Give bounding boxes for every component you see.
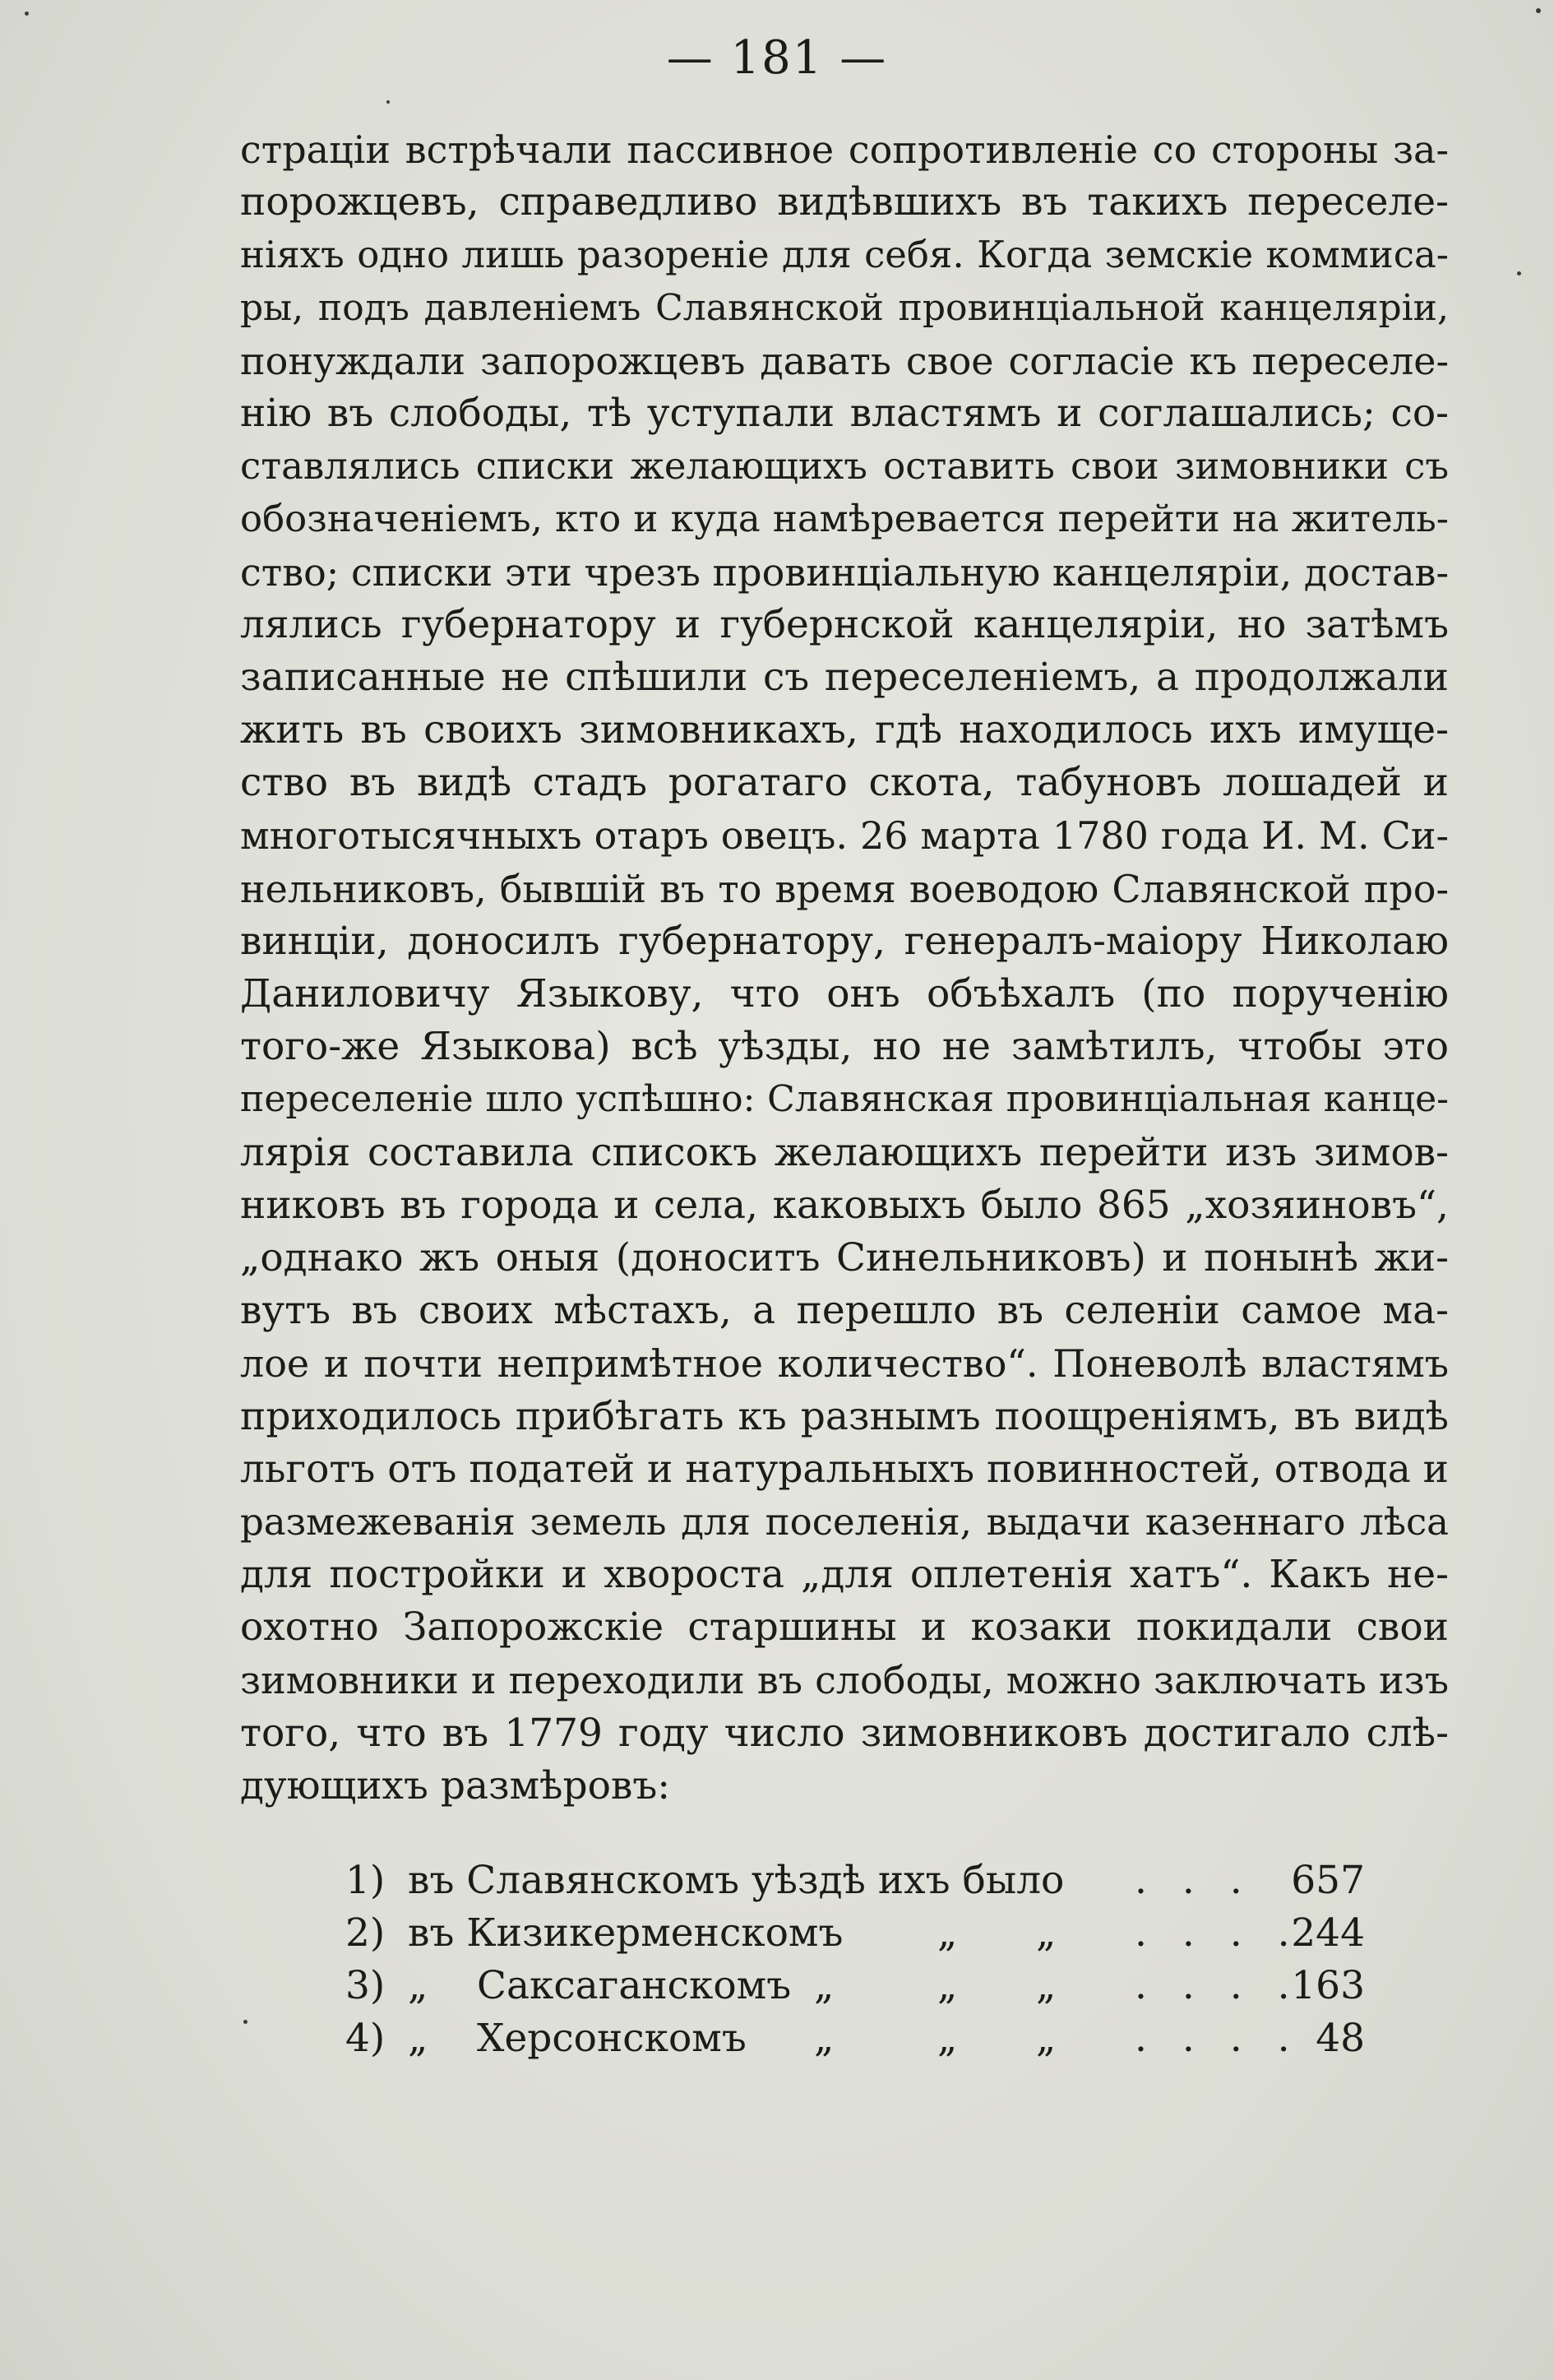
ditto-mark: „ [937, 1910, 958, 1956]
text-line: обозначеніемъ, кто и куда намѣревается перейти на житель- [240, 497, 1449, 541]
text-line: лялись губернатору и губернской канцеляріи, но затѣмъ [240, 601, 1449, 647]
text-line: „однако жъ оныя (доноситъ Синельниковъ) и понынѣ жи- [240, 1234, 1449, 1280]
print-speck [1517, 271, 1521, 276]
list-item [345, 1907, 1365, 1960]
ditto-mark: „ [408, 2016, 428, 2061]
print-speck [386, 100, 390, 104]
leader-dots: . . . [1135, 1858, 1254, 1903]
page-number: — 181 — [666, 31, 888, 85]
ditto-mark: „ [937, 1963, 958, 2008]
text-line: ры, подъ давленіемъ Славянской провинціальной канцеляріи, [240, 286, 1449, 329]
print-speck [1536, 8, 1541, 13]
text-line: приходилось прибѣгать къ разнымъ поощреніямъ, въ видѣ [240, 1393, 1449, 1439]
ditto-mark: „ [1036, 1963, 1057, 2008]
district-name: Саксаганскомъ [477, 1963, 792, 2008]
text-line: страціи встрѣчали пассивное сопротивленіе со стороны за- [240, 127, 1449, 172]
district-count: 48 [1316, 2016, 1365, 2061]
text-line: нельниковъ, бывшій въ то время воеводою Славянской про- [240, 866, 1449, 911]
text-line: многотысячныхъ отаръ овецъ. 26 марта 1780 года И. М. Си- [240, 813, 1449, 859]
text-line: ніяхъ одно лишь разореніе для себя. Когда земскіе коммиса- [240, 233, 1449, 277]
text-line: никовъ въ города и села, каковыхъ было 865 „хозяиновъ“, [240, 1182, 1449, 1228]
item-number: 4) [345, 2016, 386, 2061]
leader-dots: . . . . [1135, 1963, 1302, 2008]
text-line: ство; списки эти чрезъ провинціальную канцеляріи, достав- [240, 549, 1449, 595]
text-line: нію въ слободы, тѣ уступали властямъ и соглашались; со- [240, 390, 1449, 436]
district-count: 163 [1291, 1963, 1365, 2008]
text-line: для постройки и хвороста „для оплетенія хатъ“. Какъ не- [240, 1552, 1449, 1598]
text-line: понуждали запорожцевъ давать свое согласіе къ переселе- [240, 338, 1449, 383]
text-line: лое и почти непримѣтное количество“. Поневолѣ властямъ [240, 1341, 1449, 1387]
text-line: винціи, доносилъ губернатору, генералъ-маіору Николаю [240, 918, 1449, 964]
text-line: льготъ отъ податей и натуральныхъ повинностей, отвода и [240, 1446, 1449, 1492]
leader-dots: . . . . [1135, 1910, 1302, 1956]
ditto-mark: „ [814, 1963, 835, 2008]
district-list [345, 1854, 1365, 2065]
text-line: ставлялись списки желающихъ оставить свои зимовники съ [240, 444, 1449, 489]
print-speck [25, 12, 29, 16]
item-number: 3) [345, 1963, 386, 2008]
list-item [345, 2012, 1365, 2065]
text-line: дующихъ размѣровъ: [240, 1762, 671, 1808]
print-speck [243, 2020, 247, 2024]
list-item [345, 1854, 1365, 1907]
district-count: 244 [1291, 1910, 1365, 1956]
text-line: Даниловичу Языкову, что онъ объѣхалъ (по порученію [240, 971, 1449, 1016]
district-count: 657 [1291, 1858, 1365, 1903]
text-line: того-же Языкова) всѣ уѣзды, но не замѣтилъ, чтобы это [240, 1024, 1449, 1070]
list-item [345, 1960, 1365, 2012]
text-line: переселеніе шло успѣшно: Славянская провинціальная канце- [240, 1078, 1449, 1121]
district-name: въ Славянскомъ уѣздѣ ихъ было [408, 1858, 1065, 1903]
ditto-mark: „ [814, 2016, 835, 2061]
ditto-mark: „ [408, 1963, 428, 2008]
ditto-mark: „ [937, 2016, 958, 2061]
ditto-mark: „ [1036, 2016, 1057, 2061]
ditto-mark: „ [1036, 1910, 1057, 1956]
leader-dots: . . . . [1135, 2016, 1302, 2061]
text-line: охотно Запорожскіе старшины и козаки покидали свои [240, 1604, 1449, 1651]
item-number: 1) [345, 1858, 386, 1903]
body-text [240, 123, 1449, 1813]
text-line: зимовники и переходили въ слободы, можно заключать изъ [240, 1658, 1449, 1703]
text-line: вутъ въ своих мѣстахъ, а перешло въ селеніи самое ма- [240, 1288, 1449, 1334]
item-number: 2) [345, 1910, 386, 1956]
text-line: записанные не спѣшили съ переселеніемъ, а продолжали [240, 654, 1449, 700]
text-line: того, что въ 1779 году число зимовниковъ достигало слѣ- [240, 1710, 1449, 1756]
district-name: Херсонскомъ [477, 2016, 747, 2061]
district-name: въ Кизикерменскомъ [408, 1910, 844, 1956]
text-line: размежеванія земель для поселенія, выдачи казеннаго лѣса [240, 1499, 1449, 1544]
text-line: ство въ видѣ стадъ рогатаго скота, табуновъ лошадей и [240, 760, 1449, 806]
text-line: порожцевъ, справедливо видѣвшихъ въ такихъ переселе- [240, 179, 1449, 225]
text-line: лярія составила списокъ желающихъ перейти изъ зимов- [240, 1129, 1449, 1175]
text-line: жить въ своихъ зимовникахъ, гдѣ находилось ихъ имуще- [240, 707, 1449, 753]
